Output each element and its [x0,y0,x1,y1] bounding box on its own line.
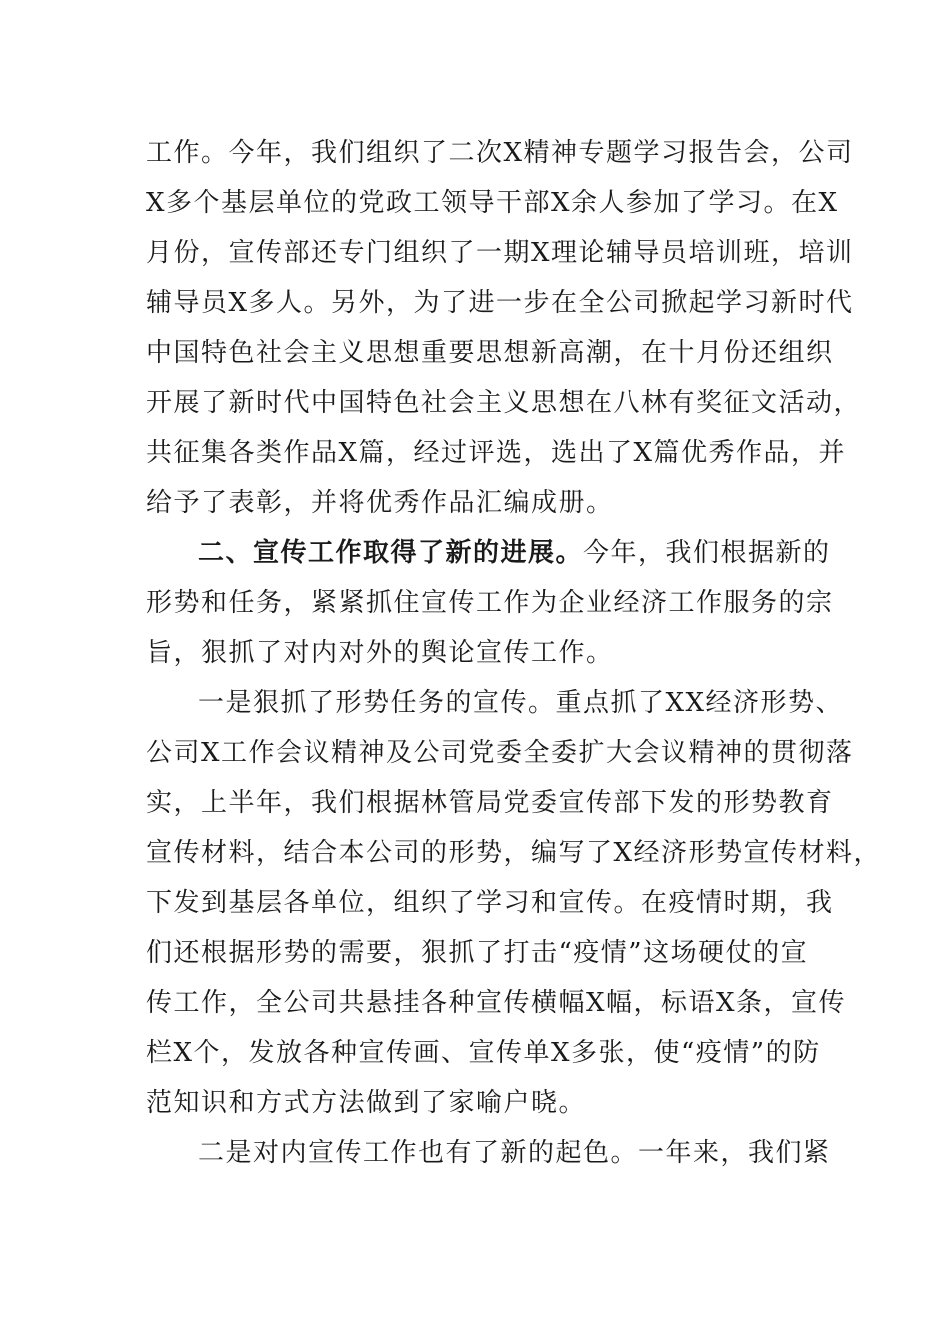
section-heading: 二、宣传工作取得了新的进展。 [198,538,584,568]
paragraph-line: 辅导员X多人。另外，为了进一步在全公司掀起学习新时代 [146,288,854,318]
paragraph-line: 给予了表彰，并将优秀作品汇编成册。 [146,488,614,518]
paragraph-line: 开展了新时代中国特色社会主义思想在八林有奖征文活动， [146,388,862,418]
paragraph-line: 二是对内宣传工作也有了新的起色。一年来，我们紧 [198,1138,831,1168]
paragraph-line: 栏X个，发放各种宣传画、宣传单X多张，使“疫情”的防 [146,1038,821,1068]
paragraph-line: 中国特色社会主义思想重要思想新高潮，在十月份还组织 [146,338,834,368]
paragraph-text: 今年，我们根据新的 [583,538,831,568]
section-heading-line [198,533,831,573]
paragraph-line: 传工作，全公司共悬挂各种宣传横幅X幅，标语X条，宣传 [146,988,847,1018]
paragraph-line: 们还根据形势的需要，狠抓了打击“疫情”这场硬仗的宣 [146,938,809,968]
paragraph-line: X多个基层单位的党政工领导干部X余人参加了学习。在X [146,188,839,218]
paragraph-line: 旨，狠抓了对内对外的舆论宣传工作。 [146,638,614,668]
paragraph-line: 范知识和方式方法做到了家喻户晓。 [146,1088,587,1118]
paragraph-line: 月份，宣传部还专门组织了一期X理论辅导员培训班，培训 [146,238,854,268]
paragraph-line: 公司X工作会议精神及公司党委全委扩大会议精神的贯彻落 [146,738,854,768]
paragraph-line: 下发到基层各单位，组织了学习和宣传。在疫情时期，我 [146,888,834,918]
paragraph-line: 实，上半年，我们根据林管局党委宣传部下发的形势教育 [146,788,834,818]
paragraph-line: 形势和任务，紧紧抓住宣传工作为企业经济工作服务的宗 [146,588,834,618]
paragraph-line: 一是狠抓了形势任务的宣传。重点抓了XX经济形势、 [198,688,844,718]
paragraph-line: 宣传材料，结合本公司的形势，编写了X经济形势宣传材料， [146,838,882,868]
paragraph-line: 共征集各类作品X篇，经过评选，选出了X篇优秀作品，并 [146,438,847,468]
paragraph-line: 工作。今年，我们组织了二次X精神专题学习报告会，公司 [146,138,854,168]
